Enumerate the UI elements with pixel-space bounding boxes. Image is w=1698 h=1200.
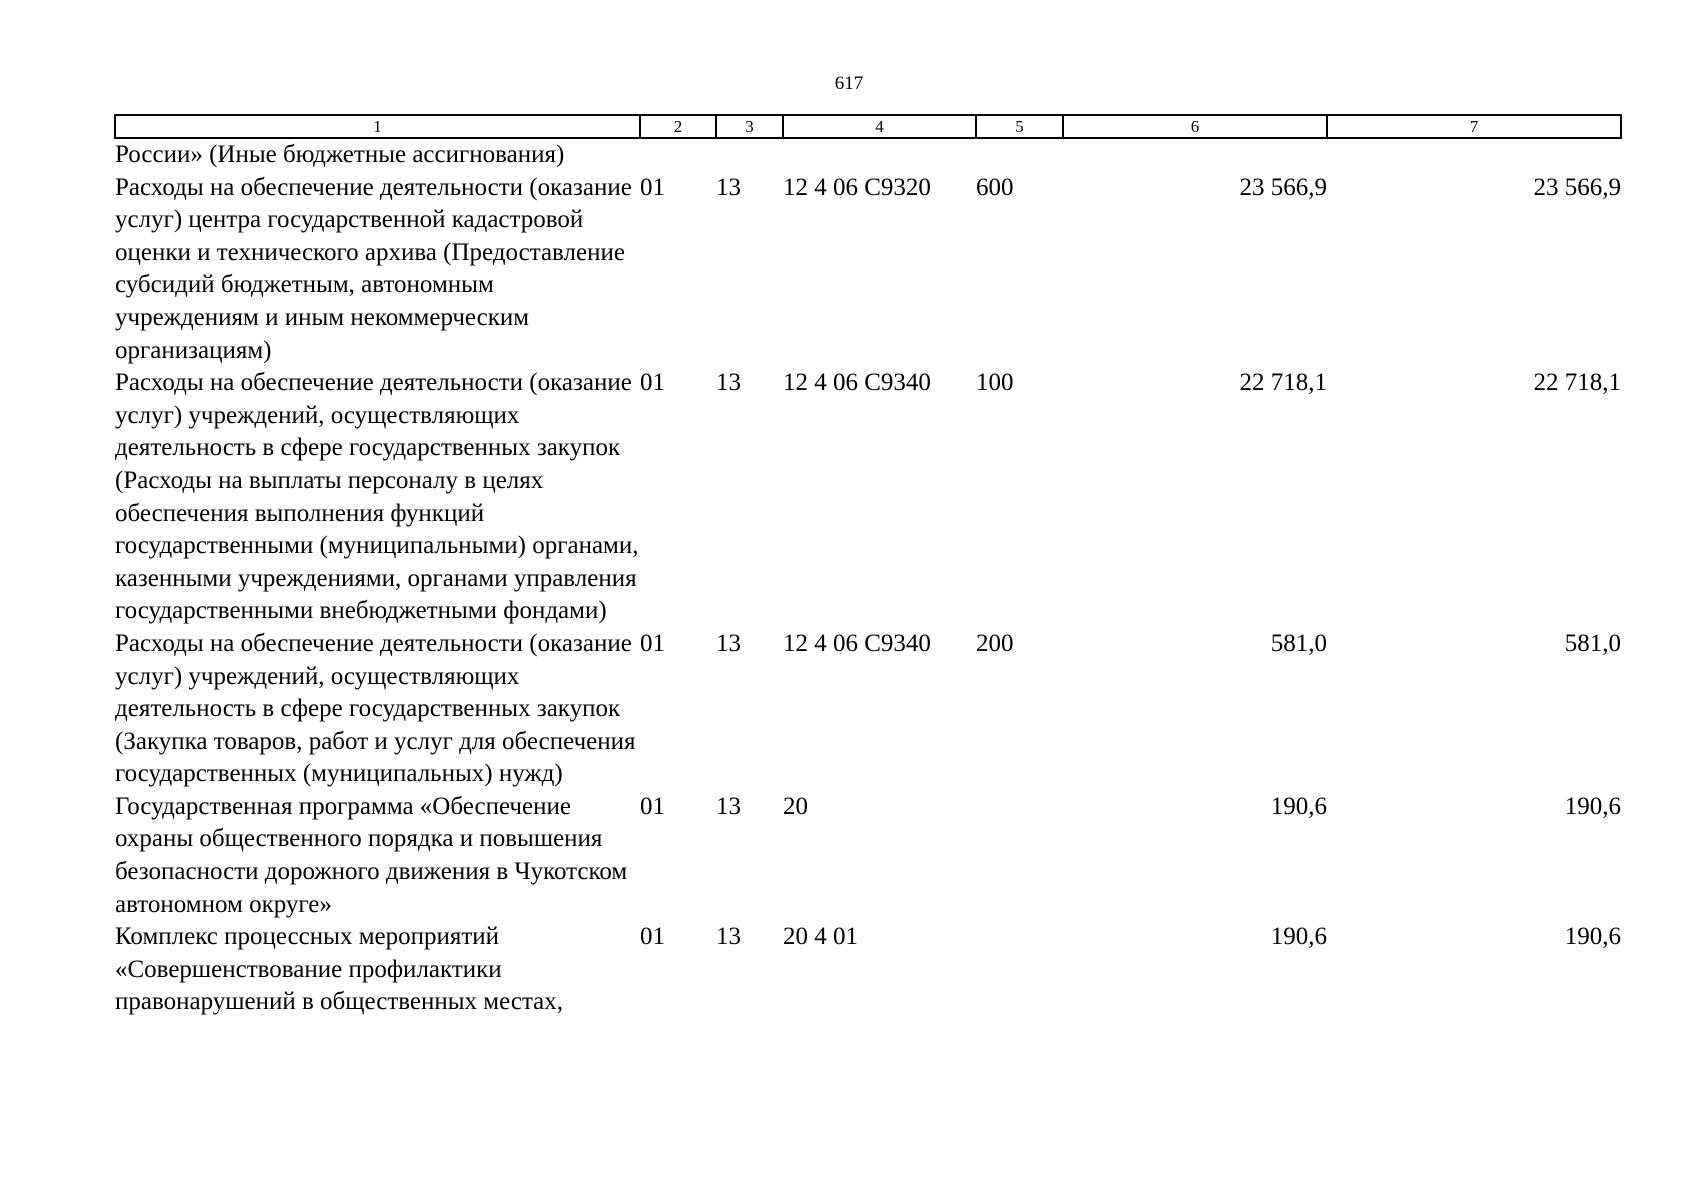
row-section-code: 01	[640, 369, 665, 397]
page-number: 617	[834, 73, 864, 94]
row-name: Государственная программа «Обеспечение охраны общественного порядка и повышения безопасности дорожного движения в Чукотском автономном округе»	[115, 792, 628, 918]
row-target-article: 12 4 06 С9340	[783, 369, 931, 397]
row-name: Расходы на обеспечение деятельности (оказание услуг) центра государственной кадастровой оценки и технического архива (Предоставление субсидий бюджетным, автономным учреждениям и иным некоммерческим организациям)	[115, 173, 632, 364]
column-header-7: 7	[1327, 115, 1621, 138]
table-row	[115, 138, 1621, 172]
row-amount-col7: 190,6	[1564, 923, 1621, 951]
row-subsection-code: 13	[716, 629, 741, 657]
row-target-article: 12 4 06 С9340	[783, 629, 931, 657]
row-amount-col6: 190,6	[1270, 792, 1327, 820]
row-section-code: 01	[640, 923, 665, 951]
row-section-code: 01	[640, 629, 665, 657]
row-section-code: 01	[640, 792, 665, 820]
row-name: Комплекс процессных мероприятий «Совершенствование профилактики правонарушений в общественных местах,	[115, 923, 564, 1016]
row-amount-col7: 22 718,1	[1533, 369, 1621, 397]
row-amount-col7	[1327, 138, 1621, 172]
row-amount-col7: 23 566,9	[1533, 173, 1621, 201]
column-header-3: 3	[716, 115, 783, 138]
column-header-1: 1	[115, 115, 640, 138]
row-section-code	[640, 138, 716, 172]
table-row	[115, 172, 1621, 368]
row-name: Расходы на обеспечение деятельности (оказание услуг) учреждений, осуществляющих деятельность в сфере государственных закупок (Расходы на выплаты персоналу в целях обеспечения выполнения функций государственными (муниципальными) органами, казенными учреждениями, органами управления государственными внебюджетными фондами)	[115, 369, 639, 625]
row-amount-col7: 581,0	[1564, 629, 1621, 657]
row-amount-col7: 190,6	[1564, 792, 1621, 820]
row-target-article: 12 4 06 С9320	[783, 173, 931, 201]
column-number-header	[115, 115, 1621, 138]
row-amount-col6: 22 718,1	[1239, 369, 1327, 397]
row-subsection-code: 13	[716, 173, 741, 201]
row-name: Расходы на обеспечение деятельности (оказание услуг) учреждений, осуществляющих деятельность в сфере государственных закупок (Закупка товаров, работ и услуг для обеспечения государственных (муниципальных) нужд)	[115, 629, 636, 788]
row-target-article: 20	[783, 792, 808, 820]
row-expense-type: 100	[976, 369, 1014, 397]
row-subsection-code	[716, 138, 783, 172]
column-header-6: 6	[1063, 115, 1327, 138]
row-name: России» (Иные бюджетные ассигнования)	[115, 141, 565, 168]
row-expense-type	[976, 921, 1063, 1019]
row-subsection-code: 13	[716, 792, 741, 820]
column-header-5: 5	[976, 115, 1063, 138]
column-header-4: 4	[783, 115, 976, 138]
row-amount-col6: 581,0	[1270, 629, 1327, 657]
row-amount-col6	[1063, 138, 1327, 172]
budget-table	[114, 114, 1622, 1019]
column-header-2: 2	[640, 115, 716, 138]
row-expense-type	[976, 791, 1063, 921]
table-row	[115, 921, 1621, 1019]
table-row	[115, 367, 1621, 628]
row-amount-col6: 23 566,9	[1239, 173, 1327, 201]
table-row	[115, 791, 1621, 921]
row-expense-type: 600	[976, 173, 1014, 201]
row-expense-type	[976, 138, 1063, 172]
row-target-article: 20 4 01	[783, 923, 858, 951]
row-expense-type: 200	[976, 629, 1014, 657]
row-subsection-code: 13	[716, 369, 741, 397]
row-amount-col6: 190,6	[1270, 923, 1327, 951]
table-row	[115, 628, 1621, 791]
row-target-article	[783, 138, 976, 172]
row-section-code: 01	[640, 173, 665, 201]
row-subsection-code: 13	[716, 923, 741, 951]
